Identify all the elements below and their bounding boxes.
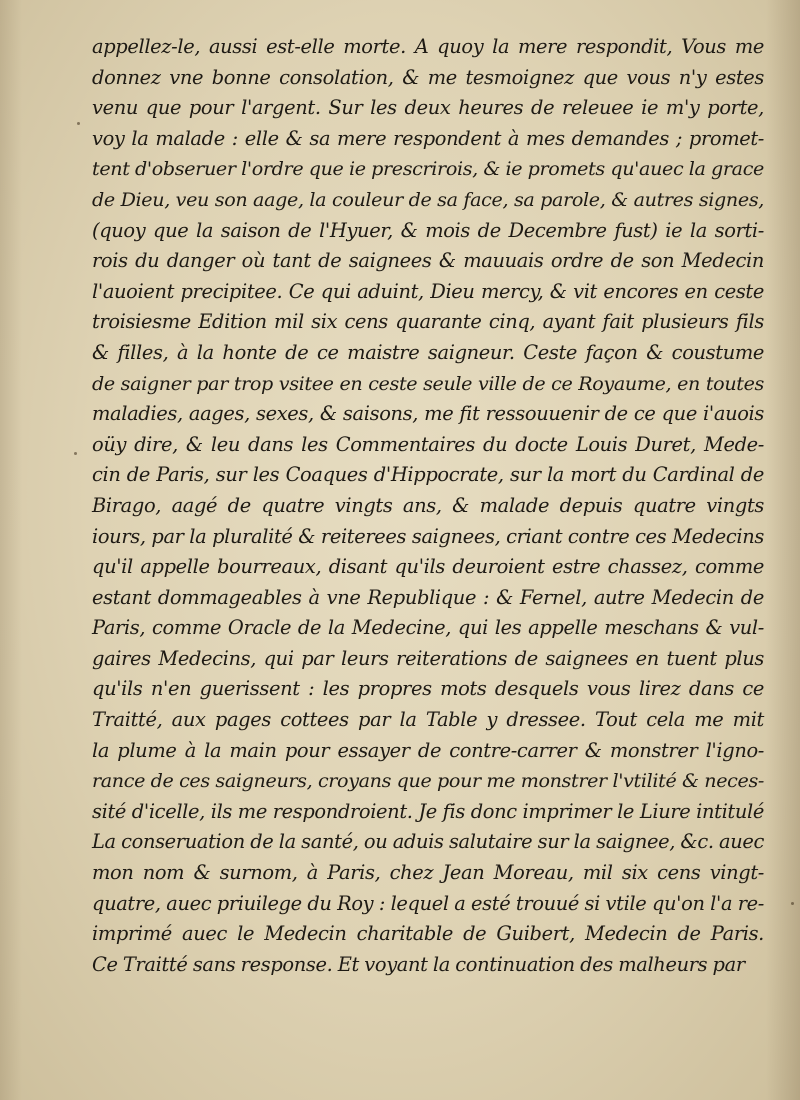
- text-line: maladies, aages, sexes, & saisons, me fit ressouuenir de ce que i'auois: [92, 402, 764, 426]
- text-line: iours, par la pluralité & reiterees saignees, criant contre ces Medecins: [92, 524, 764, 548]
- body-text: [92, 32, 764, 980]
- text-line: Paris, comme Oracle de la Medecine, qui les appelle meschans & vul-: [92, 616, 764, 640]
- text-line: Traitté, aux pages cottees par la Table y dressee. Tout cela me mit: [92, 708, 764, 732]
- text-line: voy la malade : elle & sa mere respondent à mes demandes ; promet-: [92, 126, 764, 150]
- text-line: & filles, à la honte de ce maistre saigneur. Ceste façon & coustume: [92, 340, 764, 364]
- text-line: imprimé auec le Medecin charitable de Guibert, Medecin de Paris.: [92, 922, 764, 946]
- text-line: gaires Medecins, qui par leurs reiterations de saignees en tuent plus: [92, 646, 764, 670]
- text-line: La conseruation de la santé, ou aduis salutaire sur la saignee, &c. auec: [92, 830, 764, 854]
- text-line: de saigner par trop vsitee en ceste seule ville de ce Royaume, en toutes: [92, 371, 764, 395]
- ink-speck: [77, 122, 80, 125]
- text-line: tent d'obseruer l'ordre que ie prescrirois, & ie promets qu'auec la grace: [92, 157, 764, 181]
- text-line: troisiesme Edition mil six cens quarante cinq, ayant fait plusieurs fils: [92, 310, 764, 334]
- text-line: Ce Traitté sans response. Et voyant la continuation des malheurs par: [92, 952, 745, 976]
- text-line: rois du danger où tant de saignees & mauuais ordre de son Medecin: [92, 249, 764, 273]
- text-line: donnez vne bonne consolation, & me tesmoignez que vous n'y estes: [92, 65, 764, 89]
- text-line: (quoy que la saison de l'Hyuer, & mois de Decembre fust) ie la sorti-: [92, 218, 764, 242]
- text-line: estant dommageables à vne Republique : & Fernel, autre Medecin de: [92, 585, 764, 609]
- text-line: venu que pour l'argent. Sur les deux heures de releuee ie m'y porte,: [92, 96, 764, 120]
- text-line: oüy dire, & leu dans les Commentaires du docte Louis Duret, Mede-: [92, 432, 764, 456]
- text-line: de Dieu, veu son aage, la couleur de sa face, sa parole, & autres signes,: [92, 187, 764, 211]
- text-line: rance de ces saigneurs, croyans que pour me monstrer l'vtilité & neces-: [92, 769, 764, 793]
- text-line: quatre, auec priuilege du Roy : lequel a esté trouué si vtile qu'on l'a re-: [92, 891, 764, 915]
- ink-speck: [74, 452, 77, 455]
- text-line: sité d'icelle, ils me respondroient. Je fis donc imprimer le Liure intitulé: [92, 799, 764, 823]
- text-line: la plume à la main pour essayer de contre-carrer & monstrer l'igno-: [92, 738, 764, 762]
- text-line: l'auoient precipitee. Ce qui aduint, Dieu mercy, & vit encores en ceste: [92, 279, 764, 303]
- text-line: qu'ils n'en guerissent : les propres mots desquels vous lirez dans ce: [92, 677, 764, 701]
- ink-speck: [791, 902, 794, 905]
- gutter-shadow: [766, 0, 800, 1100]
- text-line: mon nom & surnom, à Paris, chez Jean Moreau, mil six cens vingt-: [92, 861, 764, 885]
- left-edge-shadow: [0, 0, 22, 1100]
- text-line: qu'il appelle bourreaux, disant qu'ils deuroient estre chassez, comme: [92, 555, 764, 579]
- text-line: appellez-le, aussi est-elle morte. A quoy la mere respondit, Vous me: [92, 35, 764, 58]
- text-line: cin de Paris, sur les Coaques d'Hippocrate, sur la mort du Cardinal de: [92, 463, 764, 487]
- text-line: Birago, aagé de quatre vingts ans, & malade depuis quatre vingts: [92, 493, 764, 517]
